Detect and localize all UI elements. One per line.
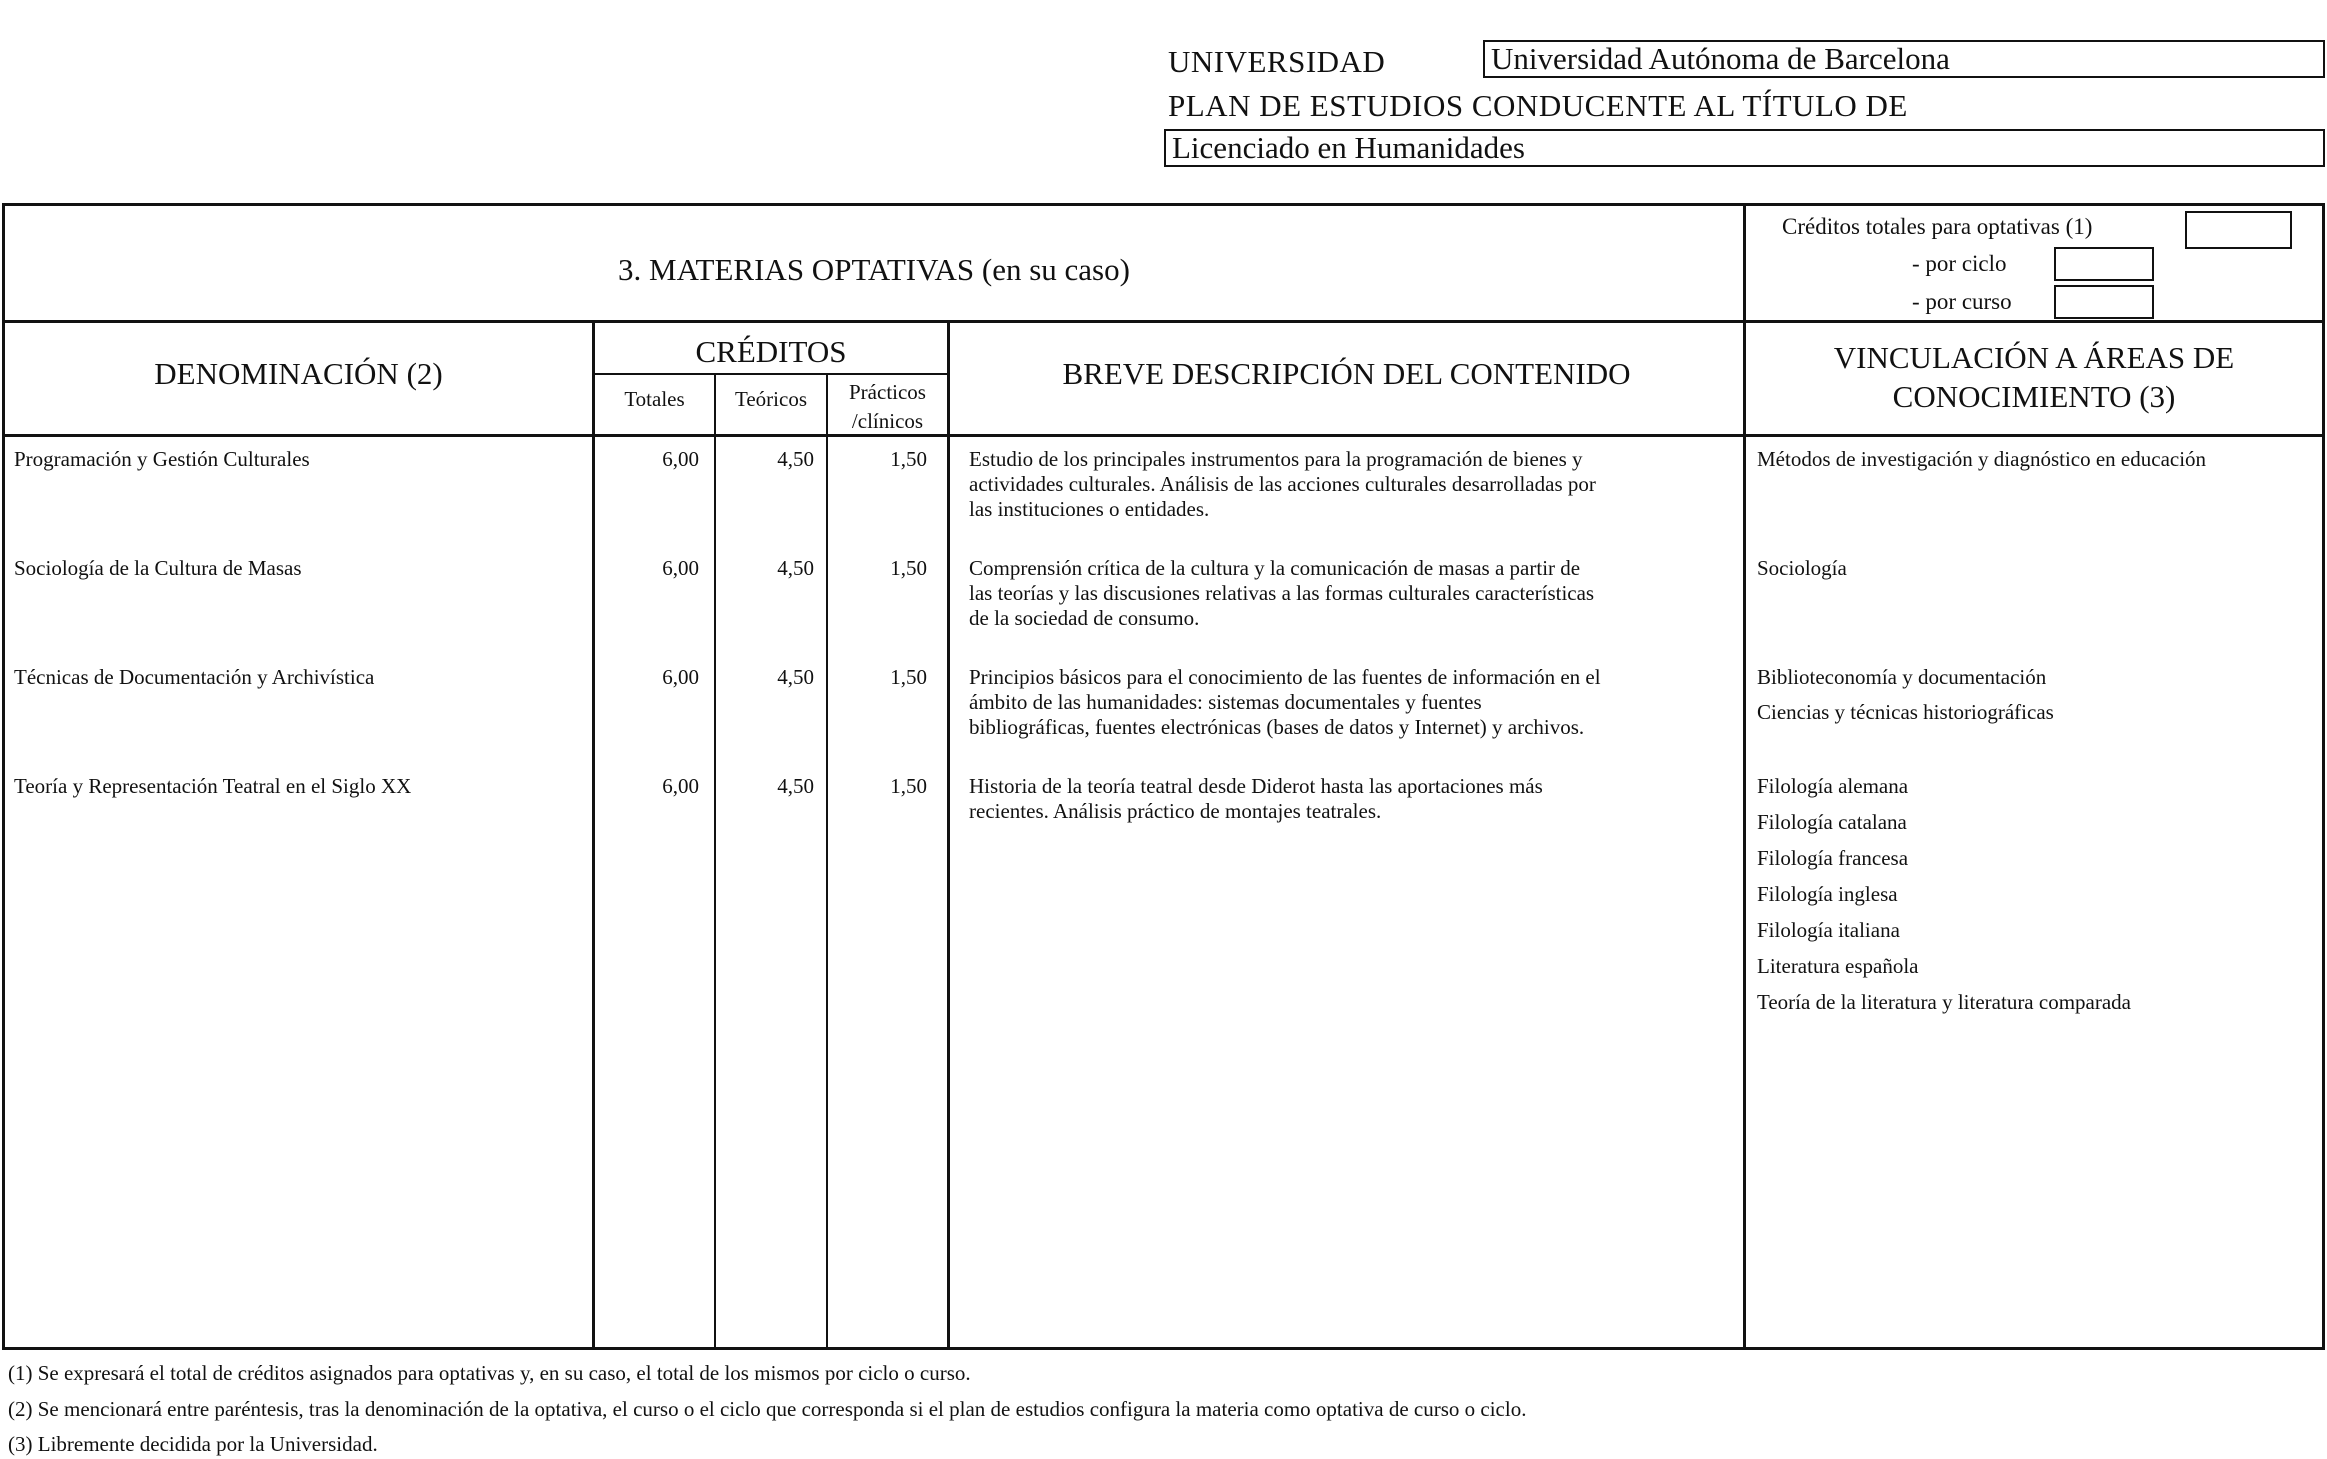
col-descripcion: BREVE DESCRIPCIÓN DEL CONTENIDO	[1062, 356, 1631, 391]
row-descripcion-line: Principios básicos para el conocimiento de las fuentes de información en el	[969, 665, 1601, 689]
col-practicos: Prácticos	[849, 380, 926, 404]
row-area: Sociología	[1757, 556, 1847, 580]
footnote-2: (2) Se mencionará entre paréntesis, tras la denominación de la optativa, el curso o el ciclo que corresponda si el plan de estudios configura la materia como optativa de curso o ciclo.	[8, 1397, 1527, 1421]
row-denominacion: Técnicas de Documentación y Archivística	[14, 665, 375, 689]
universidad-field: Universidad Autónoma de Barcelona	[1483, 40, 2325, 78]
row-descripcion-line: bibliográficas, fuentes electrónicas (bases de datos y Internet) y archivos.	[969, 715, 1585, 739]
row-descripcion-line: actividades culturales. Análisis de las acciones culturales desarrolladas por	[969, 472, 1596, 496]
row-denominacion: Programación y Gestión Culturales	[14, 447, 310, 471]
col-vinculacion-2: CONOCIMIENTO (3)	[1892, 379, 2176, 414]
row-teoricos: 4,50	[777, 556, 814, 580]
row-area: Filología francesa	[1757, 846, 1909, 870]
section-title: 3. MATERIAS OPTATIVAS (en su caso)	[618, 252, 1130, 287]
row-area: Filología alemana	[1757, 774, 1909, 798]
row-totales: 6,00	[662, 665, 699, 689]
row-area: Métodos de investigación y diagnóstico en educación	[1757, 447, 2207, 471]
titulo-field: Licenciado en Humanidades	[1164, 129, 2325, 167]
row-area: Teoría de la literatura y literatura comparada	[1757, 990, 2131, 1014]
row-practicos: 1,50	[890, 774, 927, 798]
row-area: Ciencias y técnicas historiográficas	[1757, 700, 2054, 724]
footnote-3: (3) Libremente decidida por la Universidad.	[8, 1432, 378, 1456]
row-teoricos: 4,50	[777, 665, 814, 689]
row-denominacion: Sociología de la Cultura de Masas	[14, 556, 302, 580]
col-creditos: CRÉDITOS	[695, 334, 847, 369]
row-area: Filología inglesa	[1757, 882, 1898, 906]
row-totales: 6,00	[662, 556, 699, 580]
por-ciclo-box[interactable]	[2054, 247, 2154, 281]
col-clinicos: /clínicos	[851, 409, 924, 433]
row-descripcion-line: ámbito de las humanidades: sistemas documentales y fuentes	[969, 690, 1482, 714]
plan-label: PLAN DE ESTUDIOS CONDUCENTE AL TÍTULO DE	[1168, 88, 1908, 123]
row-area: Filología italiana	[1757, 918, 1900, 942]
row-totales: 6,00	[662, 447, 699, 471]
row-descripcion-line: Estudio de los principales instrumentos para la programación de bienes y	[969, 447, 1583, 471]
row-practicos: 1,50	[890, 665, 927, 689]
por-ciclo-label: - por ciclo	[1912, 251, 2007, 276]
row-descripcion-line: recientes. Análisis práctico de montajes teatrales.	[969, 799, 1382, 823]
row-teoricos: 4,50	[777, 447, 814, 471]
creditos-totales-label: Créditos totales para optativas (1)	[1782, 214, 2093, 239]
row-totales: 6,00	[662, 774, 699, 798]
row-practicos: 1,50	[890, 556, 927, 580]
row-teoricos: 4,50	[777, 774, 814, 798]
col-totales: Totales	[624, 387, 685, 411]
col-teoricos: Teóricos	[734, 387, 807, 411]
creditos-totales-box[interactable]	[2185, 211, 2292, 249]
col-vinculacion-1: VINCULACIÓN A ÁREAS DE	[1833, 340, 2235, 375]
por-curso-label: - por curso	[1912, 289, 2012, 314]
row-descripcion-line: las teorías y las discusiones relativas a las formas culturales características	[969, 581, 1595, 605]
universidad-label: UNIVERSIDAD	[1168, 44, 1386, 79]
row-practicos: 1,50	[890, 447, 927, 471]
row-descripcion-line: de la sociedad de consumo.	[969, 606, 1200, 630]
row-area: Filología catalana	[1757, 810, 1907, 834]
row-descripcion-line: las instituciones o entidades.	[969, 497, 1210, 521]
por-curso-box[interactable]	[2054, 285, 2154, 319]
col-denominacion: DENOMINACIÓN (2)	[154, 356, 443, 391]
row-descripcion-line: Historia de la teoría teatral desde Diderot hasta las aportaciones más	[969, 774, 1543, 798]
row-area: Biblioteconomía y documentación	[1757, 665, 2047, 689]
row-descripcion-line: Comprensión crítica de la cultura y la comunicación de masas a partir de	[969, 556, 1581, 580]
row-denominacion: Teoría y Representación Teatral en el Siglo XX	[14, 774, 412, 798]
row-area: Literatura española	[1757, 954, 1919, 978]
footnote-1: (1) Se expresará el total de créditos asignados para optativas y, en su caso, el total de los mismos por ciclo o curso.	[8, 1361, 971, 1385]
